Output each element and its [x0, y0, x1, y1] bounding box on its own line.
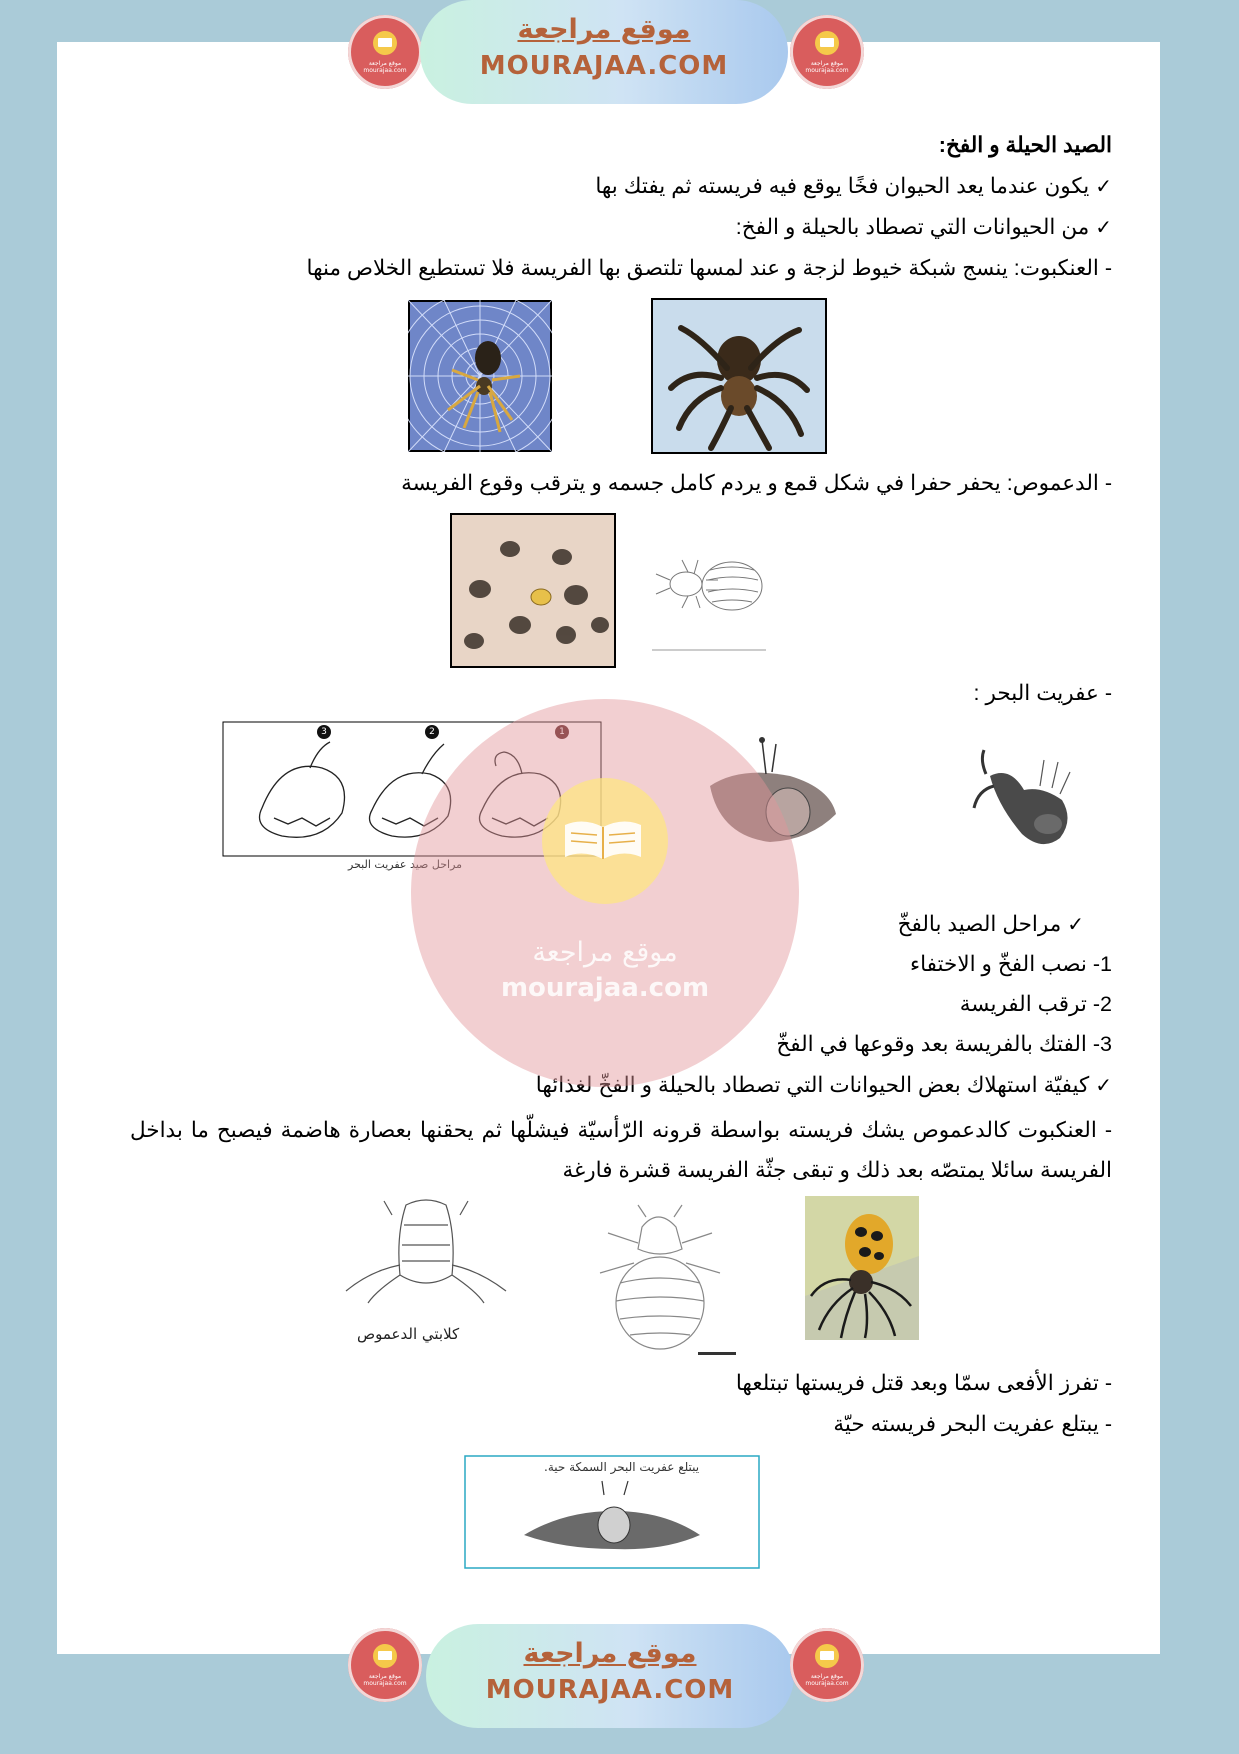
check-icon: ✓ — [1095, 174, 1112, 198]
stage-1: 1- نصب الفخّ و الاختفاء — [910, 952, 1112, 976]
antlion-pits-image — [450, 513, 616, 668]
stage-number-3: 3 — [317, 725, 331, 739]
footer-site-name-en[interactable]: MOURAJAA.COM — [485, 1675, 735, 1705]
check-icon: ✓ — [1067, 912, 1084, 936]
book-icon — [815, 1644, 839, 1668]
check-icon: ✓ — [1095, 1073, 1112, 1097]
book-icon — [373, 31, 397, 55]
anglerfish-stages-caption: مراحل صيد عفريت البحر — [348, 858, 463, 871]
antlion-drawing — [648, 540, 770, 652]
divider-mark — [698, 1352, 736, 1355]
stages-title: ✓ مراحل الصيد بالفخّ — [897, 912, 1084, 936]
stage-3: 3- الفتك بالفريسة بعد وقوعها في الفخّ — [776, 1032, 1112, 1056]
header-site-name-ar[interactable]: موقع مراجعة — [517, 14, 691, 45]
watermark-text-en: mourajaa.com — [500, 973, 710, 1003]
book-icon — [373, 1644, 397, 1668]
spider-eating-image — [805, 1196, 919, 1340]
site-logo-right[interactable]: موقع مراجعة mourajaa.com — [790, 15, 864, 89]
final-figure-caption: يبتلع عفريت البحر السمكة حية. — [544, 1460, 700, 1474]
book-icon — [561, 817, 645, 861]
footer-banner[interactable] — [426, 1624, 794, 1728]
antlion-pincers-caption: كلابتي الدعموص — [357, 1325, 460, 1343]
site-logo-right-footer[interactable]: موقع مراجعة mourajaa.com — [790, 1628, 864, 1702]
watermark — [411, 699, 799, 1087]
tarantula-image — [651, 298, 827, 454]
antlion-pincers-drawing — [340, 1195, 512, 1329]
antlion-larva-drawing — [584, 1203, 736, 1357]
stage-2: 2- ترقب الفريسة — [959, 992, 1112, 1016]
viper-line: - تفرز الأفعى سمّا وبعد قتل فريستها تبتلعها — [735, 1371, 1112, 1395]
book-icon — [815, 31, 839, 55]
anglerfish-image — [970, 746, 1078, 860]
watermark-text-ar: موقع مراجعة — [532, 937, 678, 968]
consume-title: ✓ كيفيّة استهلاك بعض الحيوانات التي تصطاد بالحيلة و الفخّ لغذائها — [535, 1073, 1112, 1097]
header-site-name-en[interactable]: MOURAJAA.COM — [479, 51, 729, 81]
spider-line: - العنكبوت: ينسج شبكة خيوط لزجة و عند لمسها تلتصق بها الفريسة فلا تستطيع الخلاص منها — [306, 256, 1112, 280]
site-logo-left[interactable]: موقع مراجعة mourajaa.com — [348, 15, 422, 89]
footer-site-name-ar[interactable]: موقع مراجعة — [523, 1638, 697, 1669]
check-icon: ✓ — [1095, 215, 1112, 239]
section-title: الصيد الحيلة و الفخ: — [938, 133, 1112, 157]
bullet-line-1: ✓ يكون عندما يعد الحيوان فخًا يوقع فيه فريسته ثم يفتك بها — [595, 174, 1112, 198]
header-banner[interactable] — [420, 0, 788, 104]
consume-paragraph: - العنكبوت كالدعموص يشك فريسته بواسطة قرونه الرّأسيّة فيشلّها ثم يحقنها بعصارة هاضمة فيصبح ما بداخل الفريسة سائلا يمتصّه بعد ذلك و تبقى جثّة الفريسة قشرة فارغة — [130, 1118, 1112, 1182]
site-logo-left-footer[interactable]: موقع مراجعة mourajaa.com — [348, 1628, 422, 1702]
bullet-line-2: ✓ من الحيوانات التي تصطاد بالحيلة و الفخ: — [735, 215, 1112, 239]
stage-number-1: 1 — [555, 725, 569, 739]
anglerfish-line: - عفريت البحر : — [973, 681, 1112, 705]
angler-swallow-line: - يبتلع عفريت البحر فريسته حيّة — [833, 1412, 1112, 1436]
spider-web-image — [408, 300, 552, 452]
antlion-line: - الدعموص: يحفر حفرا في شكل قمع و يردم كامل جسمه و يترقب وقوع الفريسة — [401, 471, 1112, 495]
stage-number-2: 2 — [425, 725, 439, 739]
